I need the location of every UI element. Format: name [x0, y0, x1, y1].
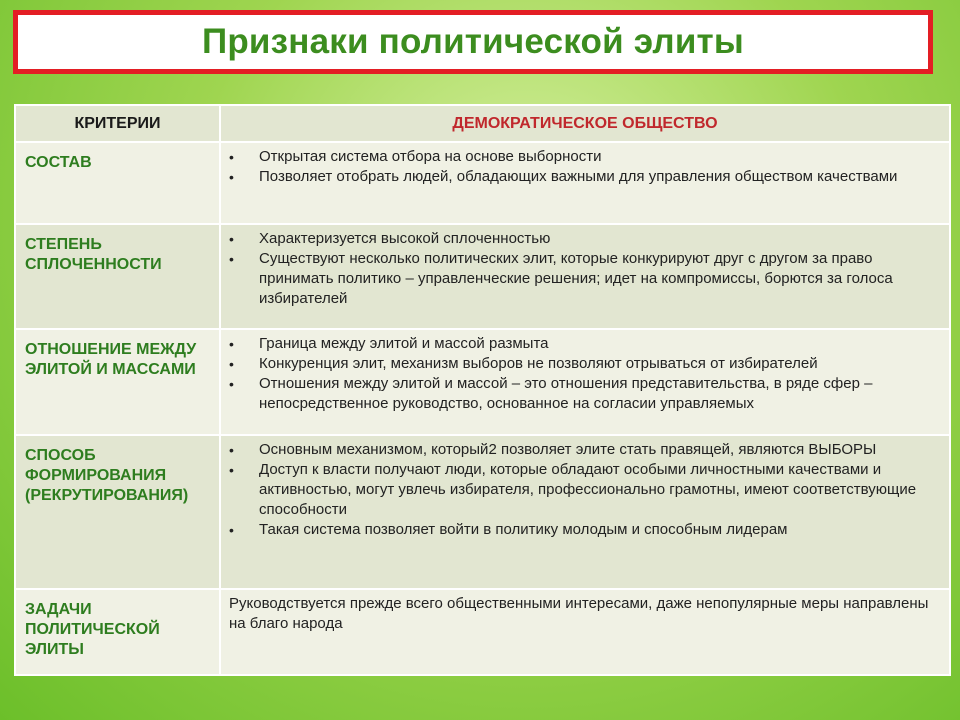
criterion-cell: СОСТАВ	[15, 142, 220, 224]
list-item: • Такая система позволяет войти в политику молодым и способным лидерам	[229, 520, 941, 540]
table-row	[15, 142, 950, 224]
list-item: • Открытая система отбора на основе выборности	[229, 147, 941, 167]
header-society: ДЕМОКРАТИЧЕСКОЕ ОБЩЕСТВО	[220, 105, 950, 142]
table-row	[15, 224, 950, 329]
description-cell	[220, 435, 950, 589]
description-text: Руководствуется прежде всего общественными интересами, даже непопулярные меры направлены на благо народа	[229, 595, 929, 632]
table-row	[15, 329, 950, 435]
description-cell	[220, 329, 950, 435]
list-item: • Позволяет отобрать людей, обладающих важными для управления обществом качествами	[229, 167, 941, 187]
table-header-row	[15, 105, 950, 142]
criterion-cell: ЗАДАЧИ ПОЛИТИЧЕСКОЙ ЭЛИТЫ	[15, 589, 220, 675]
list-item: • Характеризуется высокой сплоченностью	[229, 229, 941, 249]
criterion-cell: СПОСОБ ФОРМИРОВАНИЯ (РЕКРУТИРОВАНИЯ)	[15, 435, 220, 589]
list-item: • Доступ к власти получают люди, которые обладают особыми личностными качествами и активностью, могут увлечь избирателя, профессионально грамотны, имеют соответствующие способности	[229, 460, 941, 520]
list-item: • Конкуренция элит, механизм выборов не позволяют отрываться от избирателей	[229, 354, 941, 374]
list-item: • Граница между элитой и массой размыта	[229, 334, 941, 354]
title-box	[13, 10, 933, 74]
header-criteria: КРИТЕРИИ	[15, 105, 220, 142]
table-row	[15, 589, 950, 675]
description-cell	[220, 224, 950, 329]
criterion-cell: ОТНОШЕНИЕ МЕЖДУ ЭЛИТОЙ И МАССАМИ	[15, 329, 220, 435]
list-item: • Основным механизмом, который2 позволяет элите стать правящей, являются ВЫБОРЫ	[229, 440, 941, 460]
page-title: Признаки политической элиты	[202, 22, 744, 61]
table-row	[15, 435, 950, 589]
description-cell	[220, 589, 950, 675]
list-item: • Отношения между элитой и массой – это отношения представительства, в ряде сфер – непосредственное руководство, основанное на согласии управляемых	[229, 374, 941, 414]
description-cell	[220, 142, 950, 224]
comparison-table	[14, 104, 951, 676]
criterion-cell: СТЕПЕНЬ СПЛОЧЕННОСТИ	[15, 224, 220, 329]
list-item: • Существуют несколько политических элит, которые конкурируют друг с другом за право принимать политико – управленческие решения; идет на компромиссы, борются за голоса избирателей	[229, 249, 941, 309]
